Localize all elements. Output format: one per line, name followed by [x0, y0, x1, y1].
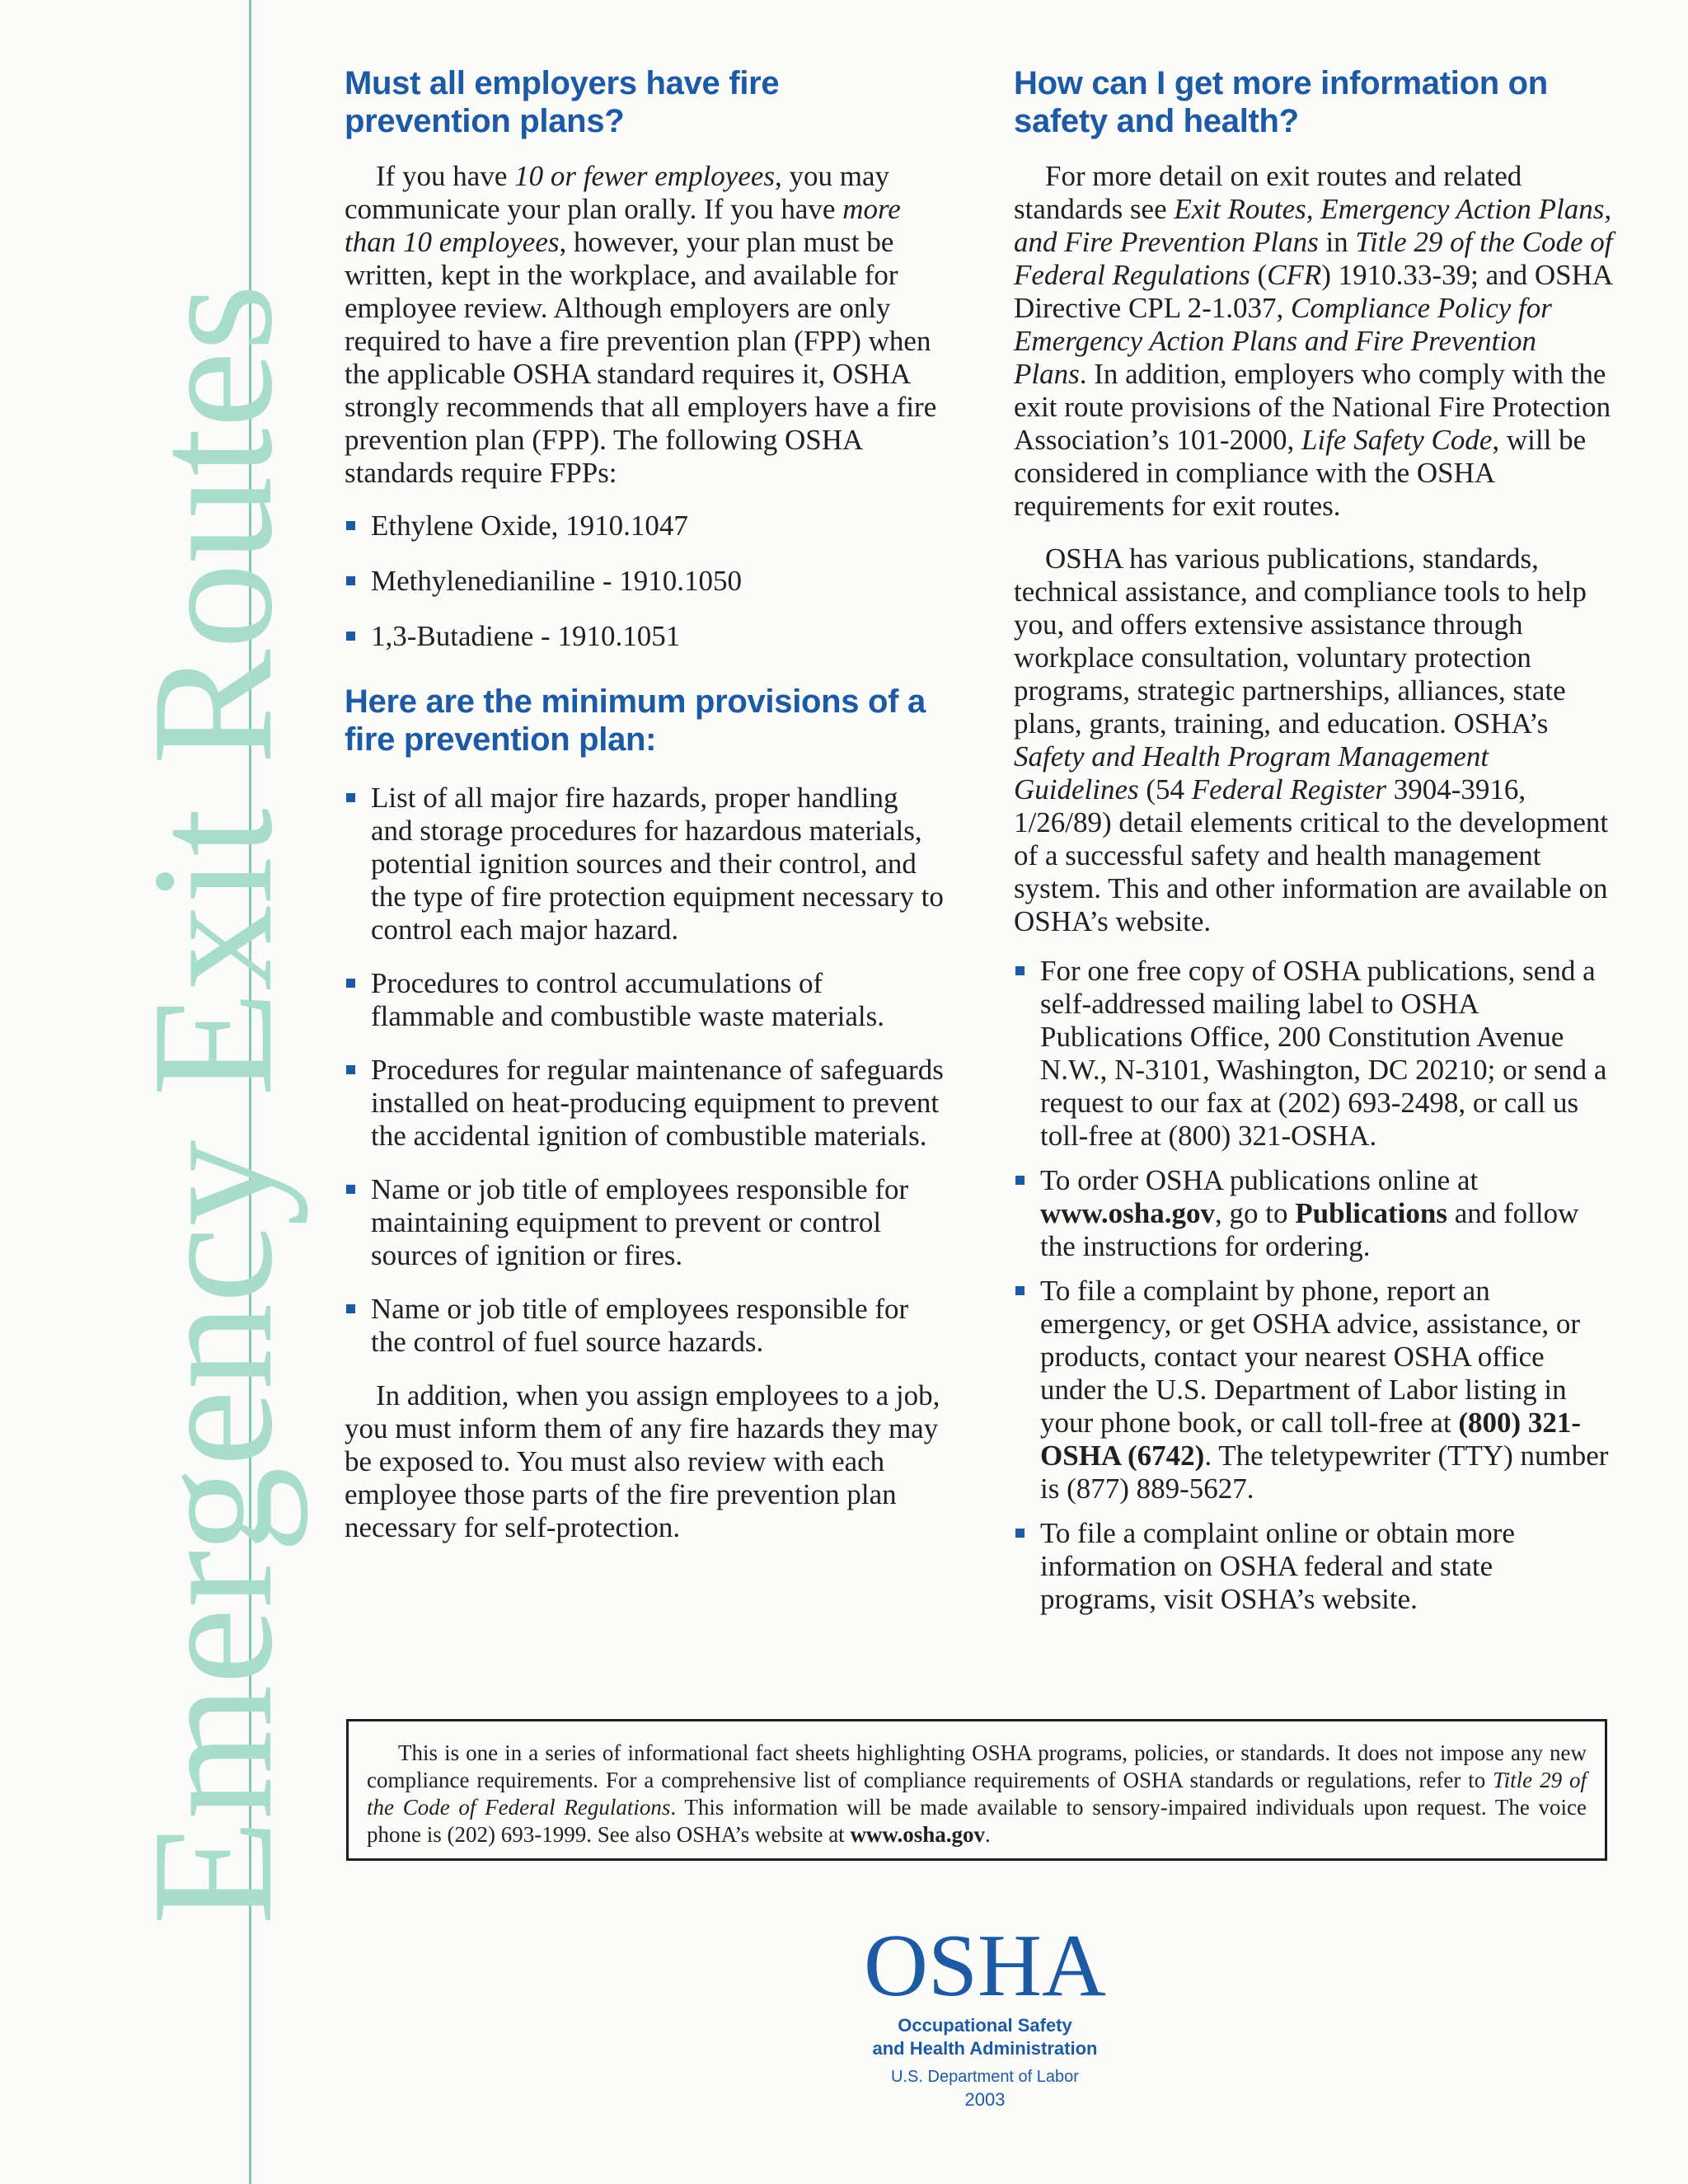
bullet-square-icon — [1015, 966, 1025, 975]
bullet-square-icon — [346, 1304, 355, 1313]
bullet-square-icon — [1015, 1286, 1025, 1295]
bullet-square-icon — [346, 576, 355, 585]
detail-paragraph: For more detail on exit routes and related standards see Exit Routes, Emergency Action Plans, and Fire Prevention Plans in Title 29 of the Code of Federal Regulations (CFR) 1910.33-39; and OSHA Directive CPL 2-1.037, Compliance Policy for Emergency Action Plans and Fire Prevention Plans. In addition, employers who comply with the exit route provisions of the National Fire Protection Association’s 101-2000, Life Safety Code, will be considered in compliance with the OSHA requirements for exit routes. — [1014, 160, 1613, 522]
bullet-square-icon — [1015, 1529, 1025, 1538]
intro-paragraph: If you have 10 or fewer employees, you may communicate your plan orally. If you have more than 10 employees, however, your plan must be written, kept in the workplace, and available for employee review. Although employers are only required to have a fire prevention plan (FPP) when the applicable OSHA standard requires it, OSHA strongly recommends that all employers have a fire prevention plan (FPP). The following OSHA standards require FPPs: — [345, 160, 937, 489]
list-item: Methylenedianiline - 1910.1050 — [345, 565, 946, 598]
bullet-square-icon — [1015, 1176, 1025, 1185]
bullet-square-icon — [346, 632, 355, 641]
disclaimer-text: This is one in a series of informational fact sheets highlighting OSHA programs, policies, or standards. It does not impose any new compliance requirements. For a comprehensive list of compliance requirements of OSHA standards or regulations, refer to Title 29 of the Code of Federal Regulations. This information will be made available to sensory-impaired individuals upon request. The voice phone is (202) 693-1999. See also OSHA’s website at www.osha.gov. — [367, 1740, 1587, 1847]
provisions-list — [345, 782, 946, 1359]
list-item: List of all major fire hazards, proper handling and storage procedures for hazardous materials, potential ignition sources and their control, and the type of fire protection equipment necessary to control each major hazard. — [345, 782, 946, 946]
bullet-square-icon — [346, 521, 355, 530]
heading-more-information: How can I get more information on safety and health? — [1014, 65, 1548, 139]
standards-list — [345, 510, 946, 653]
list-item: Name or job title of employees responsible for the control of fuel source hazards. — [345, 1293, 946, 1359]
publication-year: 2003 — [964, 2089, 1006, 2110]
bullet-square-icon — [346, 979, 355, 988]
closing-paragraph: In addition, when you assign employees to a job, you must inform them of any fire hazards they may be exposed to. You must also review with each employee those parts of the fire prevention plan necessary for self-protection. — [345, 1379, 940, 1543]
resources-paragraph: OSHA has various publications, standards, technical assistance, and compliance tools to help you, and offers extensive assistance through workplace consultation, voluntary protection programs, strategic partnerships, alliances, state plans, grants, training, and education. OSHA’s Safety and Health Program Management Guidelines (54 Federal Register 3904-3916, 1/26/89) detail elements critical to the development of a successful safety and health management system. This and other information are available on OSHA’s website. — [1014, 542, 1609, 937]
osha-logo — [832, 1917, 1137, 2111]
website-link[interactable]: www.osha.gov — [1040, 1197, 1215, 1229]
list-item: For one free copy of OSHA publications, send a self-addressed mailing label to OSHA Publications Office, 200 Constitution Avenue N.W., N-3101, Washington, DC 20210; or send a request to our fax at (202) 693-2498, or call us toll-free at (800) 321-OSHA. — [1014, 955, 1615, 1153]
left-column — [345, 64, 946, 1544]
right-column — [1014, 64, 1615, 1627]
list-item: To file a complaint online or obtain more information on OSHA federal and state programs, visit OSHA’s website. — [1014, 1517, 1615, 1616]
bullet-square-icon — [346, 1185, 355, 1194]
heading-fire-prevention-plans: Must all employers have fire prevention plans? — [345, 65, 780, 139]
list-item: 1,3-Butadiene - 1910.1051 — [345, 620, 946, 653]
list-item: Ethylene Oxide, 1910.1047 — [345, 510, 946, 542]
list-item: To order OSHA publications online at www.osha.gov, go to Publications and follow the instructions for ordering. — [1014, 1164, 1615, 1263]
footer-website-link[interactable]: www.osha.gov — [850, 1822, 985, 1847]
osha-logo-mark: OSHA — [863, 1917, 1107, 2015]
contact-list — [1014, 955, 1615, 1616]
department-name: U.S. Department of Labor — [891, 2068, 1079, 2086]
list-item: To file a complaint by phone, report an emergency, or get OSHA advice, assistance, or products, contact your nearest OSHA office under the U.S. Department of Labor listing in your phone book, or call toll-free at (800) 321-OSHA (6742). The teletypewriter (TTY) number is (877) 889-5627. — [1014, 1275, 1615, 1505]
list-item: Procedures to control accumulations of flammable and combustible waste materials. — [345, 967, 946, 1033]
list-item: Procedures for regular maintenance of safeguards installed on heat-producing equipment to prevent the accidental ignition of combustible materials. — [345, 1054, 946, 1153]
heading-minimum-provisions: Here are the minimum provisions of a fire prevention plan: — [345, 683, 926, 758]
bullet-square-icon — [346, 1065, 355, 1074]
disclaimer-box — [346, 1719, 1607, 1861]
agency-name: Occupational Safety and Health Administration — [872, 2015, 1098, 2059]
list-item: Name or job title of employees responsible for maintaining equipment to prevent or control sources of ignition or fires. — [345, 1173, 946, 1272]
bullet-square-icon — [346, 793, 355, 802]
sidebar-title: Emergency Exit Routes — [117, 284, 308, 1925]
